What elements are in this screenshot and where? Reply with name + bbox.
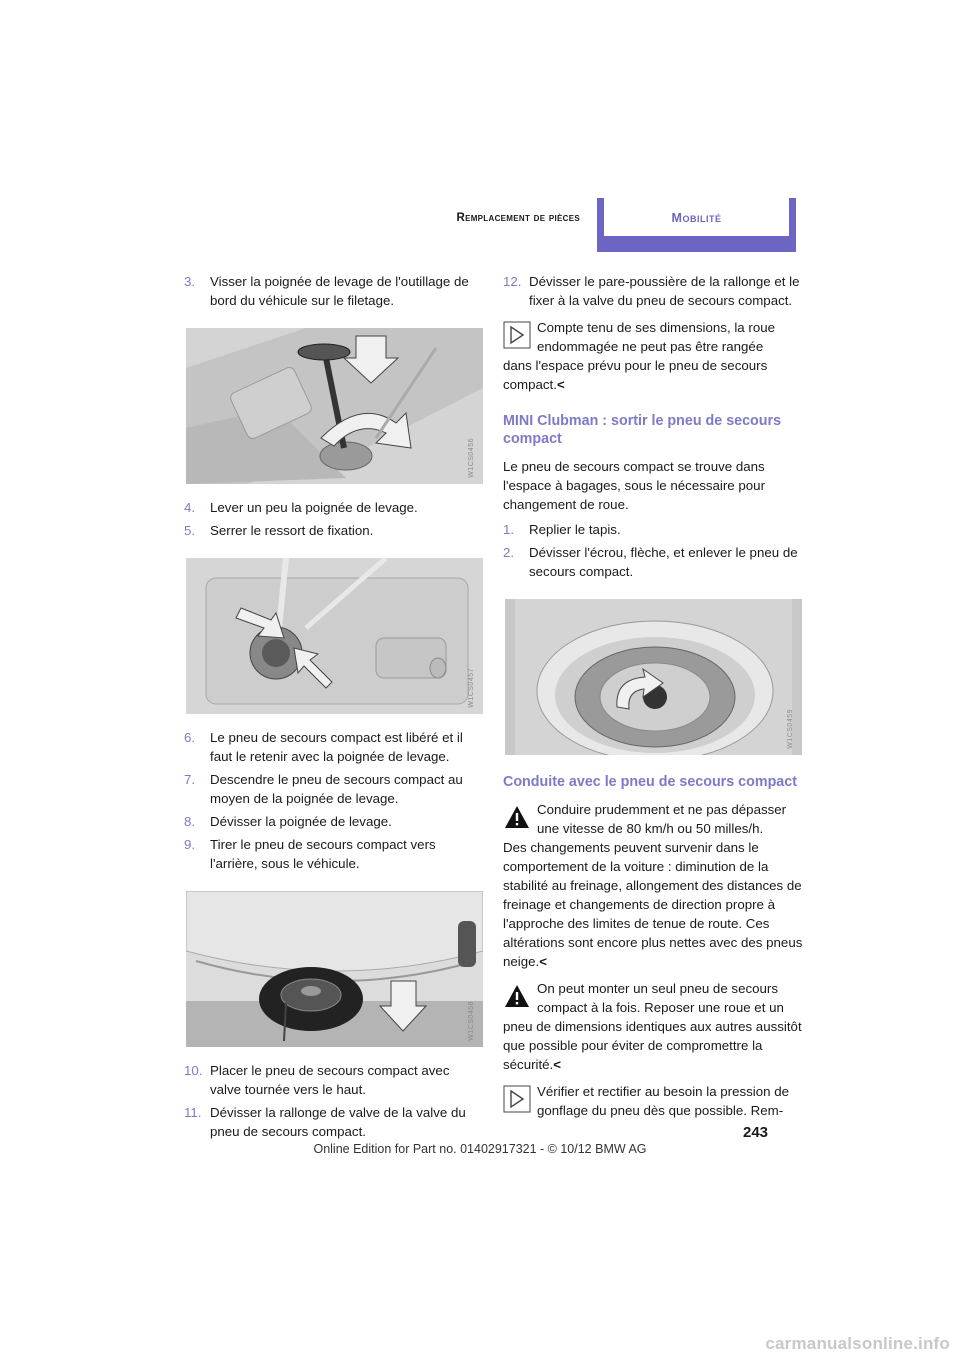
figure-spare-under-car	[186, 891, 483, 1047]
warning-text-rest: pneu de dimensions identiques aux autres aussitôt que possible pour éviter de compromettre la sécurité.	[503, 1019, 802, 1072]
step-6	[184, 728, 484, 766]
figure-code: W1CS0459	[787, 709, 794, 749]
step-number: 10.	[184, 1063, 203, 1078]
warning-icon	[503, 803, 531, 831]
fixing-spring-illustration	[186, 558, 483, 714]
figure-code: W1CS0456	[468, 438, 475, 478]
step-number: 5.	[184, 523, 196, 538]
spare-in-trunk-illustration	[505, 599, 802, 755]
end-mark: <	[539, 954, 547, 969]
note-text-rest: dans l'espace prévu pour le pneu de secours compact.	[503, 358, 768, 392]
warning-text-first: Conduire prudemment et ne pas dépasser une vitesse de 80 km/h ou 50 milles/h.	[537, 802, 787, 836]
left-column	[184, 272, 484, 1145]
step-number: 6.	[184, 730, 196, 745]
step-text: Descendre le pneu de secours compact au moyen de la poignée de levage.	[210, 772, 463, 806]
step-12	[503, 272, 803, 310]
step-number: 2.	[503, 545, 515, 560]
step-4	[184, 498, 484, 517]
right-column	[503, 272, 803, 1128]
step-text: Dévisser l'écrou, flèche, et enlever le pneu de secours compact.	[529, 545, 798, 579]
step-text: Lever un peu la poignée de levage.	[210, 500, 418, 515]
step-number: 3.	[184, 274, 196, 289]
step-number: 4.	[184, 500, 196, 515]
figure-code: W1CS0458	[468, 1001, 475, 1041]
footer-edition: Online Edition for Part no. 01402917321 - © 10/12 BMW AG	[313, 1142, 647, 1156]
chapter-tab-label: Mobilité	[604, 198, 789, 236]
step-7	[184, 770, 484, 808]
step-3	[184, 272, 484, 310]
section-heading-clubman: MINI Clubman : sortir le pneu de secours compact	[503, 413, 782, 447]
page-number: 243	[743, 1124, 769, 1141]
step-text: Visser la poignée de levage de l'outillage de bord du véhicule sur le filetage.	[210, 274, 469, 308]
step-8	[184, 812, 484, 831]
end-mark: <	[556, 377, 565, 392]
figure-spare-in-trunk	[505, 599, 802, 755]
chapter-tab	[597, 198, 796, 252]
note-text-first: Compte tenu de ses dimensions, la roue endommagée ne peut pas être rangée	[537, 320, 776, 354]
section-heading-driving: Conduite avec le pneu de secours compact	[503, 774, 797, 790]
spare-under-car-illustration	[186, 891, 483, 1047]
step-9	[184, 835, 484, 873]
step-10	[184, 1061, 484, 1099]
step-text: Le pneu de secours compact est libéré et il faut le retenir avec la poignée de levage.	[210, 730, 463, 764]
step-11	[184, 1103, 484, 1141]
lifting-handle-illustration	[186, 328, 483, 484]
step-1	[503, 520, 803, 539]
figure-code: W1CS0457	[468, 668, 475, 708]
warning-single-spare	[503, 979, 803, 1074]
intro-text: Le pneu de secours compact se trouve dans l'espace à bagages, sous le nécessaire pour changement de roue.	[503, 459, 765, 512]
section-title: Remplacement de pièces	[456, 212, 580, 224]
note-tire-pressure	[503, 1082, 803, 1120]
figure-lifting-handle	[186, 328, 483, 484]
end-mark: <	[553, 1057, 562, 1072]
note-arrow-icon	[503, 1085, 531, 1113]
step-5	[184, 521, 484, 540]
step-number: 12.	[503, 274, 522, 289]
warning-icon	[503, 982, 531, 1010]
step-number: 11.	[184, 1105, 202, 1120]
warning-text-first: On peut monter un seul pneu de secours compact à la fois. Reposer une roue et un	[537, 981, 784, 1015]
step-number: 1.	[503, 522, 515, 537]
note-text-first: Vérifier et rectifier au besoin la pression de gonflage du pneu dès que possible. Rem-	[537, 1084, 790, 1118]
note-arrow-icon	[503, 321, 531, 349]
watermark[interactable]: carmanualsonline.info	[765, 1334, 950, 1353]
step-text: Dévisser le pare-poussière de la rallonge et le fixer à la valve du pneu de secours compact.	[529, 274, 800, 308]
step-text: Serrer le ressort de fixation.	[210, 523, 374, 538]
step-text: Replier le tapis.	[529, 522, 621, 537]
step-text: Placer le pneu de secours compact avec valve tournée vers le haut.	[210, 1063, 450, 1097]
warning-text-rest: Des changements peuvent survenir dans le comportement de la voiture : diminution de la stabilité au freinage, allongement des distances de freinage et changements de direction propre à l'approche des limites de tenue de route. Ces altérations sont encore plus nettes avec des pneus neige.	[503, 840, 803, 969]
step-text: Tirer le pneu de secours compact vers l'arrière, sous le véhicule.	[210, 837, 436, 871]
step-number: 7.	[184, 772, 196, 787]
step-number: 8.	[184, 814, 196, 829]
step-2	[503, 543, 803, 581]
step-number: 9.	[184, 837, 196, 852]
figure-fixing-spring	[186, 558, 483, 714]
step-text: Dévisser la rallonge de valve de la valve du pneu de secours compact.	[210, 1105, 466, 1139]
note-damaged-wheel	[503, 318, 803, 394]
step-text: Dévisser la poignée de levage.	[210, 814, 392, 829]
warning-driving	[503, 800, 803, 971]
